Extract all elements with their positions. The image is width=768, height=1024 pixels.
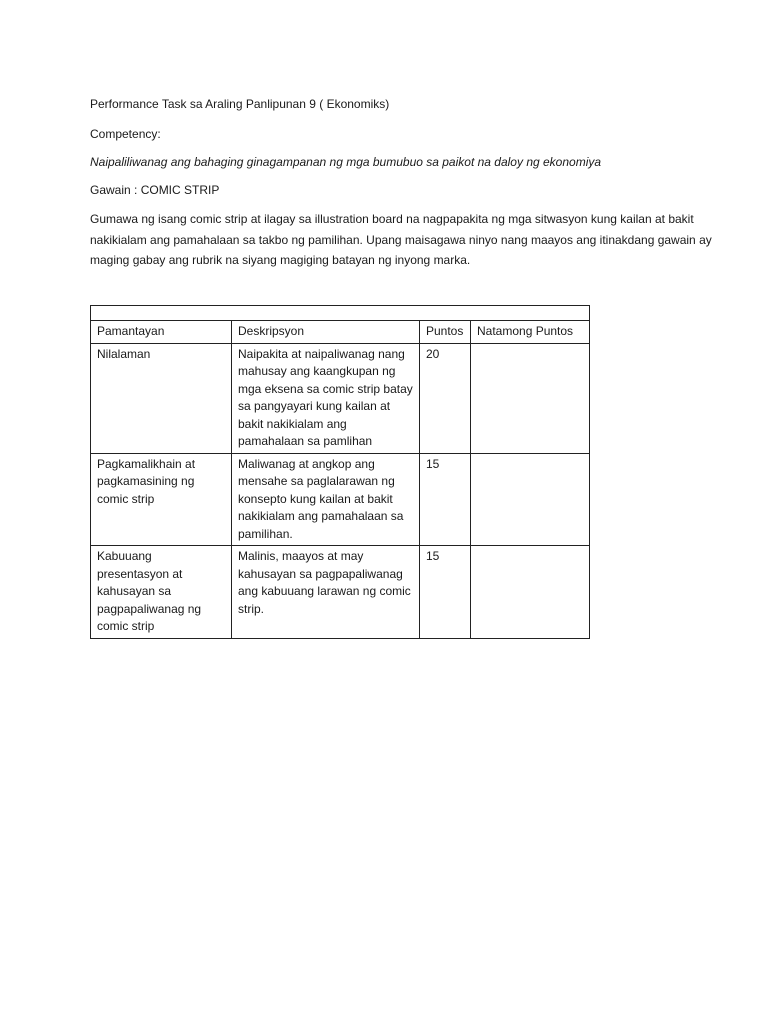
header-natamong-puntos: Natamong Puntos (471, 321, 590, 344)
row-pamantayan: Pagkamalikhain at pagkamasining ng comic strip (91, 453, 232, 546)
header-puntos (420, 321, 471, 344)
row-puntos: 15 (420, 453, 471, 546)
row-natamong-puntos (471, 453, 590, 546)
row-pamantayan: Kabuuang presentasyon at kahusayan sa pagpapaliwanag ng comic strip (91, 546, 232, 639)
instructions-paragraph: Gumawa ng isang comic strip at ilagay sa illustration board na nagpapakita ng mga sitwasyon kung kailan at bakit nakikialam ang pamahalaan sa takbo ng pamilihan. Upang maisagawa ninyo nang maayos ang itinakdang gawain ay maging gabay ang rubrik na siyang magiging batayan ng inyong marka. (90, 212, 712, 267)
row-deskripsyon: Malinis, maayos at may kahusayan sa pagpapaliwanag ang kabuuang larawan ng comic strip. (232, 546, 420, 639)
rubric-table (90, 305, 590, 639)
table-blank-row (91, 306, 590, 321)
row-puntos: 15 (420, 546, 471, 639)
row-deskripsyon: Naipakita at naipaliwanag nang mahusay ang kaangkupan ng mga eksena sa comic strip batay sa pangyayari kung kailan at bakit nakikialam ang pamahalaan sa pamlihan (232, 343, 420, 453)
table-row (91, 546, 590, 639)
row-pamantayan: Nilalaman (91, 343, 232, 453)
header-deskripsyon: Deskripsyon (232, 321, 420, 344)
row-puntos: 20 (420, 343, 471, 453)
table-header-row (91, 321, 590, 344)
gawain-heading: Gawain : COMIC STRIP (90, 183, 220, 197)
blank-cell (91, 306, 590, 321)
table-row (91, 343, 590, 453)
competency-label: Competency: (90, 127, 161, 141)
header-puntos-text: Puntos (426, 324, 464, 338)
competency-text: Naipaliliwanag ang bahaging ginagampanan ng mga bumubuo sa paikot na daloy ng ekonomiya (90, 155, 602, 169)
row-deskripsyon: Maliwanag at angkop ang mensahe sa paglalarawan ng konsepto kung kailan at bakit nakikialam ang pamahalaan sa pamilihan. (232, 453, 420, 546)
row-natamong-puntos (471, 343, 590, 453)
document-title: Performance Task sa Araling Panlipunan 9 ( Ekonomiks) (90, 97, 390, 111)
table-row (91, 453, 590, 546)
header-pamantayan: Pamantayan (91, 321, 232, 344)
row-natamong-puntos (471, 546, 590, 639)
